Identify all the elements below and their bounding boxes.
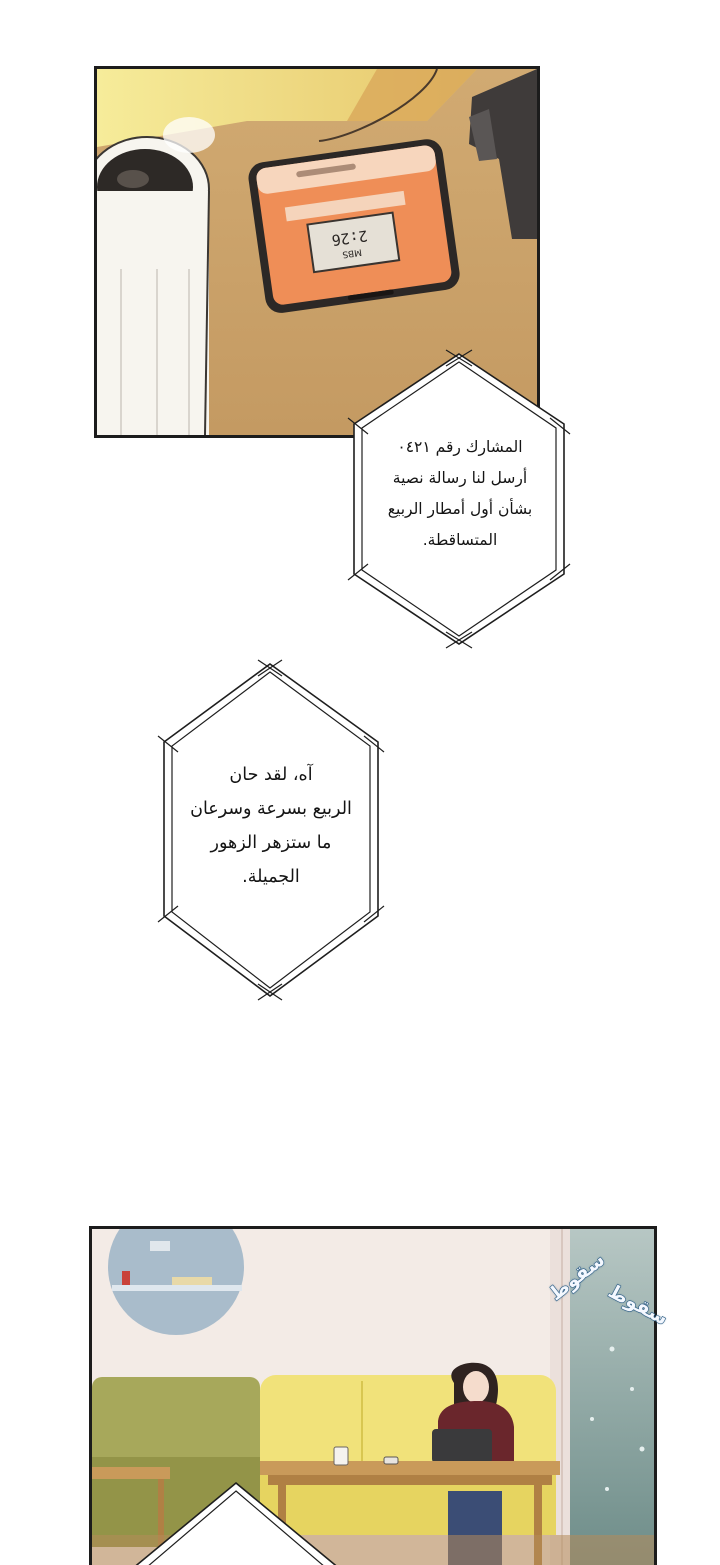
speech-bubble-radio-host — [346, 348, 572, 650]
bubble-text — [366, 432, 554, 556]
bubble-line: آه، لقد حان — [229, 765, 313, 785]
bubble-line: المتساقطة. — [422, 531, 498, 549]
phone-time-text: 2:26 — [330, 226, 369, 250]
partial-bubble-outline — [126, 1479, 346, 1565]
speech-bubble-spring — [156, 658, 386, 1002]
sound-effect-text: سقوط — [604, 1280, 672, 1330]
bubble-line: بشأن أول أمطار الربيع — [387, 500, 533, 518]
bubble-line: الجميلة. — [242, 867, 300, 887]
bubble-text — [176, 758, 366, 894]
phone-label-text: MBS — [341, 246, 363, 259]
bubble-line: ما ستزهر الزهور — [210, 833, 332, 853]
sound-effect-text: سقوط — [545, 1248, 610, 1306]
bubble-line: المشارك رقم ٠٤٢١ — [397, 438, 523, 456]
bubble-line: أرسل لنا رسالة نصية — [392, 469, 528, 487]
bubble-line: الربيع بسرعة وسرعان — [190, 799, 352, 819]
